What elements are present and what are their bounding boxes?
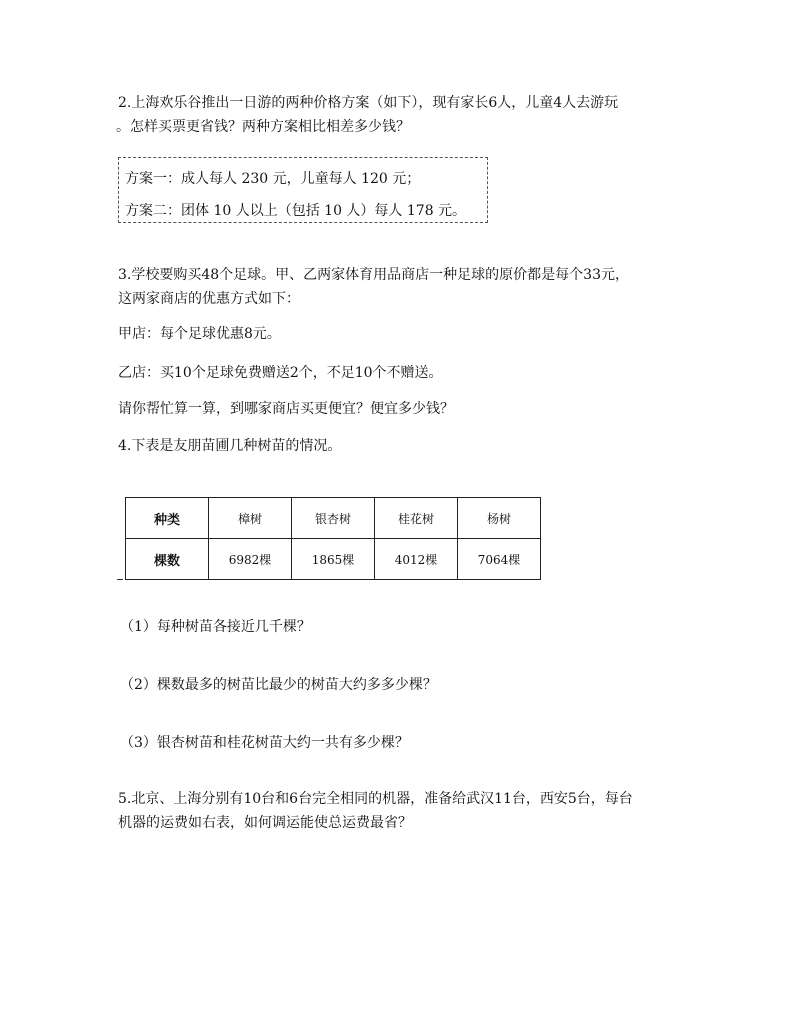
q4-sub-question-1: （1）每种树苗各接近几千棵？ (120, 619, 311, 635)
table-cell-count: 4012棵 (375, 539, 458, 580)
table-cell-type: 杨树 (458, 498, 541, 539)
table-cell-count: 7064棵 (458, 539, 541, 580)
q3-text-line-2: 这两家商店的优惠方式如下： (118, 291, 300, 307)
table-cell-count: 1865棵 (292, 539, 375, 580)
q2-plan-box (118, 157, 488, 223)
q3-store-a: 甲店：每个足球优惠8元。 (118, 326, 281, 342)
q4-sub-question-2: （2）棵数最多的树苗比最少的树苗大约多多少棵？ (120, 677, 437, 693)
q3-text-line-1: 3.学校要购买48个足球。甲、乙两家体育用品商店一种足球的原价都是每个33元， (118, 267, 629, 283)
q3-question: 请你帮忙算一算，到哪家商店买更便宜？便宜多少钱？ (118, 401, 454, 417)
table-cell-type: 樟树 (209, 498, 292, 539)
q5-text-line-2: 机器的运费如右表，如何调运能使总运费最省？ (118, 815, 412, 831)
q4-intro: 4.下表是友朋苗圃几种树苗的情况。 (118, 438, 342, 454)
q5-text-line-1: 5.北京、上海分别有10台和6台完全相同的机器，准备给武汉11台，西安5台，每台 (118, 791, 633, 807)
table-row (126, 498, 541, 539)
table-cell-type: 银杏树 (292, 498, 375, 539)
table-cell-type: 桂花树 (375, 498, 458, 539)
q2-plan-1: 方案一：成人每人 230 元，儿童每人 120 元； (125, 171, 421, 187)
tree-seedling-table (125, 497, 541, 580)
q3-store-b: 乙店：买10个足球免费赠送2个，不足10个不赠送。 (118, 365, 443, 381)
q4-sub-question-3: （3）银杏树苗和桂花树苗大约一共有多少棵？ (120, 735, 409, 751)
q2-text-line-2: 。怎样买票更省钱？两种方案相比相差多少钱？ (116, 119, 410, 135)
q2-text-line-1: 2.上海欢乐谷推出一日游的两种价格方案（如下），现有家长6人，儿童4人去游玩 (118, 95, 619, 111)
table-underline-mark (117, 579, 123, 580)
table-row (126, 539, 541, 580)
table-row-header-type: 种类 (126, 498, 209, 539)
table-cell-count: 6982棵 (209, 539, 292, 580)
q2-plan-2: 方案二：团体 10 人以上（包括 10 人）每人 178 元。 (125, 203, 467, 219)
table-row-header-count: 棵数 (126, 539, 209, 580)
